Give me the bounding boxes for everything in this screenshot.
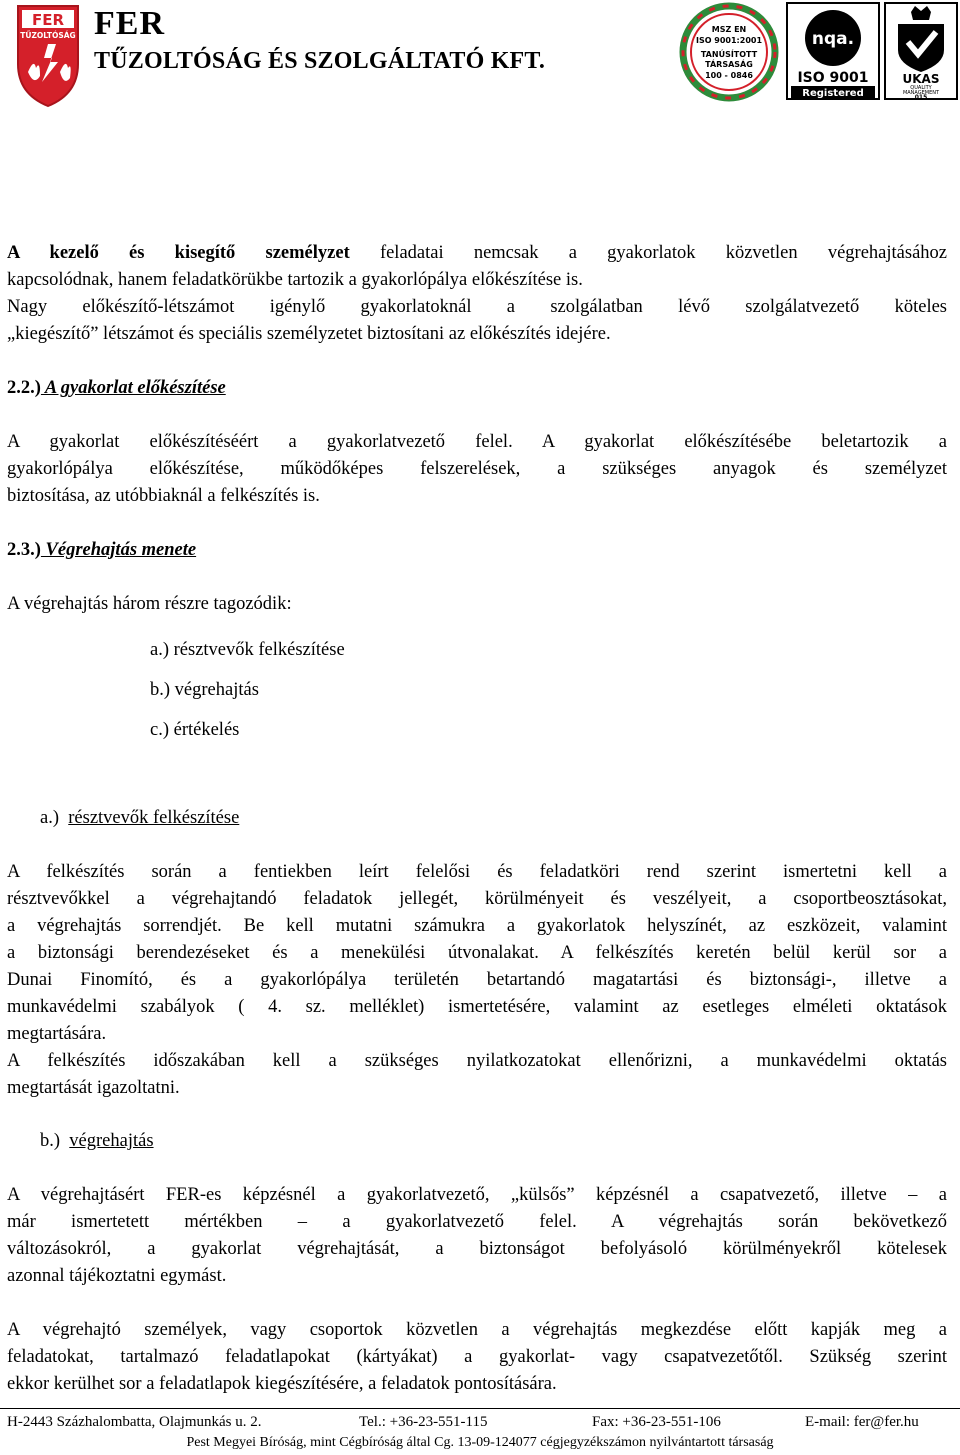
p7-line-2: feladatokat, tartalmazó feladatlapokat (kártyákat) a gyakorlat- vagy csapatvezetőtől. Szükség szerint xyxy=(7,1347,947,1367)
subheading-b-prefix: b.) xyxy=(40,1131,61,1151)
msz-certification-seal xyxy=(678,2,780,102)
p7-line-1: A végrehajtó személyek, vagy csoportok közvetlen a végrehajtás megkezdése előtt kapják meg a xyxy=(7,1320,947,1340)
registered-label: Registered xyxy=(802,88,864,99)
ukas-quality: QUALITY xyxy=(910,85,932,91)
subheading-a-prefix: a.) xyxy=(40,808,59,828)
footer-phone: Tel.: +36-23-551-115 xyxy=(359,1414,488,1430)
p6-line-1: A végrehajtásért FER-es képzésnél a gyakorlatvezető, „külsős” képzésnél a csapatvezető, illetve – a xyxy=(7,1185,947,1205)
heading-2-2-title: A gyakorlat előkészítése xyxy=(40,378,226,398)
fer-logo xyxy=(14,2,82,108)
ukas-label: UKAS xyxy=(902,72,940,86)
p4-line-3: a végrehajtás sorrendjét. Be kell mutatni számukra a gyakorlatok helyszínét, az eszközeit, valamint xyxy=(7,916,947,936)
heading-2-3-title: Végrehajtás menete xyxy=(40,540,197,560)
p4-line-2: résztvevőkkel a végrehajtandó feladatok jellegét, körülményeit és veszélyeit, a csoportbeosztásokat, xyxy=(7,889,947,909)
p1-line-3: Nagy előkészítő-létszámot igénylő gyakorlatoknál a szolgálatban lévő szolgálatvezető köteles xyxy=(7,297,947,317)
p2-line-1: A gyakorlat előkészítéséért a gyakorlatvezető felel. A gyakorlat előkészítésébe beletartozik a xyxy=(7,432,947,452)
p6-line-3: változásokról, a gyakorlat végrehajtását, a biztonságot befolyásoló körülményekről kötelesek xyxy=(7,1239,947,1259)
paragraph-tasks xyxy=(7,1317,947,1398)
subheading-a xyxy=(40,805,540,832)
subheading-a-title: résztvevők felkészítése xyxy=(68,808,240,828)
company-subtitle: TŰZOLTÓSÁG ÉS SZOLGÁLTATÓ KFT. xyxy=(94,48,546,74)
p4-line-7: megtartására. xyxy=(7,1024,107,1044)
company-name: FER xyxy=(94,5,165,42)
footer-fax: Fax: +36-23-551-106 xyxy=(592,1414,721,1430)
p5-line-2: megtartását igazoltatni. xyxy=(7,1078,180,1098)
msz-line-5: 100 - 0846 xyxy=(705,71,753,80)
list-item: a.) résztvevők felkészítése xyxy=(150,640,345,660)
ukas-management: MANAGEMENT xyxy=(902,90,940,96)
paragraph-execution xyxy=(7,1182,947,1290)
p4-line-6: munkavédelmi szabályok ( 4. sz. melléklet) ismertetésére, valamint az esetleges elméleti oktatások xyxy=(7,997,947,1017)
svg-text:TŰZOLTÓSÁG: TŰZOLTÓSÁG xyxy=(20,31,76,40)
msz-line-4: TÁRSASÁG xyxy=(705,60,753,69)
p6-line-4: azonnal tájékoztatni egymást. xyxy=(7,1266,227,1286)
p1-line-4: „kiegészítő” létszámot és speciális személyzetet biztosítani az előkészítés idejére. xyxy=(7,324,611,344)
p4-line-4: a biztonsági berendezéseket és a menekülési útvonalakat. A felkészítés keretén belül kerül sor a xyxy=(7,943,947,963)
msz-line-1: MSZ EN xyxy=(711,25,747,34)
footer-divider xyxy=(0,1408,960,1409)
nqa-iso-logo xyxy=(786,2,880,100)
list-item: c.) értékelés xyxy=(150,720,240,740)
p5-line-1: A felkészítés időszakában kell a szükséges nyilatkozatokat ellenőrizni, a munkavédelmi oktatás xyxy=(7,1051,947,1071)
msz-line-3: TANÚSÍTOTT xyxy=(700,50,758,59)
subheading-b-title: végrehajtás xyxy=(69,1131,154,1151)
p4-line-1: A felkészítés során a fentiekben leírt felelősi és feladatköri rend szerint ismertetni kell a xyxy=(7,862,947,882)
p4-line-5: Dunai Finomító, és a gyakorlópálya területén betartandó magatartási és biztonsági-, illetve a xyxy=(7,970,947,990)
execution-intro: A végrehajtás három részre tagozódik: xyxy=(7,594,292,614)
subheading-b xyxy=(40,1128,540,1155)
ukas-logo xyxy=(884,2,958,100)
footer-registry: Pest Megyei Bíróság, mint Cégbíróság által Cg. 13-09-124077 cégjegyzékszámon nyilvántartott társaság xyxy=(186,1435,774,1450)
paragraph-preparation xyxy=(7,429,947,510)
p6-line-2: már ismertetett mértékben – a gyakorlatvezető felel. A végrehajtás során bekövetkező xyxy=(7,1212,947,1232)
heading-2-3 xyxy=(7,537,947,564)
footer-email[interactable]: E-mail: fer@fer.hu xyxy=(805,1414,919,1430)
p1-line-1: feladatai nemcsak a gyakorlatok közvetlen végrehajtásához xyxy=(349,243,947,263)
p1-line-2: kapcsolódnak, hanem feladatkörükbe tartozik a gyakorlópálya előkészítése is. xyxy=(7,270,583,290)
paragraph-staff xyxy=(7,240,947,348)
staff-term: A kezelő és kisegítő személyzet xyxy=(7,243,350,263)
paragraph-briefing xyxy=(7,859,947,1102)
list-item: b.) végrehajtás xyxy=(150,680,259,700)
p2-line-2: gyakorlópálya előkészítése, működőképes felszerelések, a szükséges anyagok és személyzet xyxy=(7,459,947,479)
heading-2-2-number: 2.2.) xyxy=(7,378,41,398)
nqa-label: nqa. xyxy=(811,29,855,49)
p2-line-3: biztosítása, az utóbbiaknál a felkészítés is. xyxy=(7,486,320,506)
iso-label: ISO 9001 xyxy=(797,70,869,86)
footer-address: H-2443 Százhalombatta, Olajmunkás u. 2. xyxy=(7,1414,262,1430)
p7-line-3: ekkor kerülhet sor a feladatlapok kiegészítésére, a feladatok pontosítására. xyxy=(7,1374,557,1394)
execution-phases-list xyxy=(150,630,550,750)
msz-line-2: ISO 9001:2001 xyxy=(695,36,763,45)
heading-2-2 xyxy=(7,375,947,402)
svg-text:FER: FER xyxy=(31,11,65,29)
heading-2-3-number: 2.3.) xyxy=(7,540,41,560)
ukas-number: 015 xyxy=(914,94,928,100)
